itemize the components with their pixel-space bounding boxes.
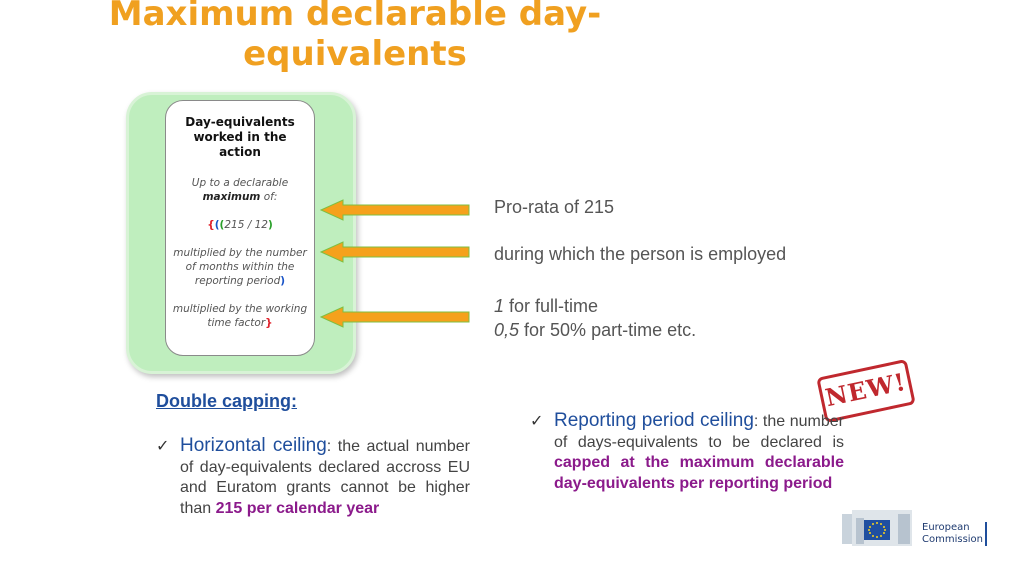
- logo-divider: [985, 522, 987, 546]
- employed-text: during which the person is employed: [494, 244, 787, 264]
- bracket-blue-open: (: [214, 219, 220, 231]
- horizontal-ceiling-text: [180, 436, 470, 519]
- maximum-post: of:: [260, 191, 278, 203]
- bracket-blue-close: ): [280, 275, 286, 287]
- new-stamp: NEW!: [816, 359, 916, 423]
- part-time-text: [494, 319, 696, 342]
- reporting-ceiling-item: [530, 411, 844, 494]
- formula-heading: Day-equivalents worked in the action: [185, 115, 295, 159]
- logo-line-2: Commission: [922, 534, 984, 545]
- page-title: Maximum declarable day-equivalents: [108, 0, 602, 74]
- horizontal-ceiling-item: [156, 436, 470, 519]
- part-time-factor: 0,5: [494, 320, 520, 340]
- wtf-line: [166, 302, 314, 330]
- reporting-ceiling-text: [554, 411, 844, 494]
- maximum-pre: Up to a declarable: [191, 177, 289, 189]
- double-capping-title: Double capping:: [156, 391, 297, 411]
- full-time-text: [494, 295, 598, 318]
- arrow-left-icon: [319, 199, 471, 221]
- formula-card: [165, 100, 315, 356]
- horizontal-body: the actual number of day-equivalents declared accross EU and Euratom grants cannot be higher than: [180, 438, 470, 517]
- bracket-red-close: }: [265, 317, 273, 329]
- reporting-highlight: capped at the maximum declarable day-equivalents per reporting period: [554, 454, 844, 492]
- wtf-text: multiplied by the working time factor: [172, 303, 308, 329]
- horizontal-highlight: 215 per calendar year: [215, 499, 380, 517]
- horizontal-colon: :: [326, 438, 332, 455]
- checkmark-icon: ✓: [156, 436, 170, 455]
- logo-text: [922, 522, 983, 546]
- reporting-ceiling-label: Reporting period ceiling: [554, 410, 754, 431]
- reporting-colon: :: [753, 413, 759, 430]
- bracket-green-close: ): [267, 219, 273, 231]
- formula-line: [166, 218, 314, 232]
- full-time-label: for full-time: [504, 296, 599, 316]
- months-line: [166, 246, 314, 288]
- maximum-bold: maximum: [202, 191, 261, 203]
- horizontal-ceiling-label: Horizontal ceiling: [180, 435, 327, 456]
- maximum-line: [166, 176, 314, 204]
- bracket-green-open: (: [219, 219, 225, 231]
- reporting-body: the number of days-equivalents to be declared is: [554, 413, 844, 451]
- part-time-label: for 50% part-time etc.: [519, 320, 697, 340]
- months-text: multiplied by the number of months within the reporting period: [173, 247, 307, 287]
- full-time-factor: 1: [494, 296, 505, 316]
- prorata-text: Pro-rata of 215: [494, 197, 615, 217]
- arrow-left-icon: [319, 306, 471, 328]
- formula-value: 215 / 12: [224, 219, 268, 231]
- checkmark-icon: ✓: [530, 411, 544, 430]
- logo-line-1: European: [922, 522, 970, 533]
- arrow-left-icon: [319, 241, 471, 263]
- bracket-red-open: {: [207, 219, 215, 231]
